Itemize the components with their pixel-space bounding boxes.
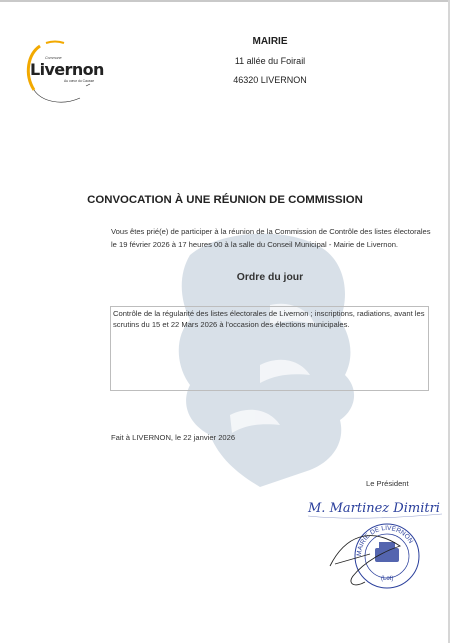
signatory-role: Le Président — [366, 479, 409, 488]
signature-text: M. Martinez Dimitri — [308, 501, 440, 516]
address-line-1: 11 allée du Foirail — [234, 56, 306, 66]
address-line-2: 46320 LIVERNON — [233, 75, 307, 85]
place-date: Fait à LIVERNON, le 22 janvier 2026 — [111, 433, 236, 442]
logo-subtitle: Au cœur du Causse — [64, 79, 95, 83]
stamp-dept: (Lot) — [381, 576, 394, 582]
document-title: CONVOCATION À UNE RÉUNION DE COMMISSION — [87, 194, 363, 206]
convocation-text: Vous êtes prié(e) de participer à la réunion de la Commission de Contrôle des listes électorales le 19 février 2026 à 17 heures 00 à la salle du Conseil Municipal - Mairie de Livernon. — [111, 227, 431, 249]
org-name: MAIRIE — [252, 36, 288, 47]
agenda-text: Contrôle de la régularité des listes électorales de Livernon ; inscriptions, radiations, avant les scrutins du 15 et 22 Mars 2026 à l'occasion des élections municipales. — [113, 309, 425, 329]
agenda-heading: Ordre du jour — [236, 272, 304, 283]
agenda-box — [110, 306, 429, 391]
stamp-text: MAIRIE DE LIVERNON — [355, 524, 415, 557]
logo-tagline: Commune — [45, 56, 62, 60]
page-top-edge — [0, 0, 450, 2]
mairie-header — [215, 36, 325, 94]
logo-name: Livernon — [30, 60, 104, 79]
official-stamp — [325, 516, 450, 596]
